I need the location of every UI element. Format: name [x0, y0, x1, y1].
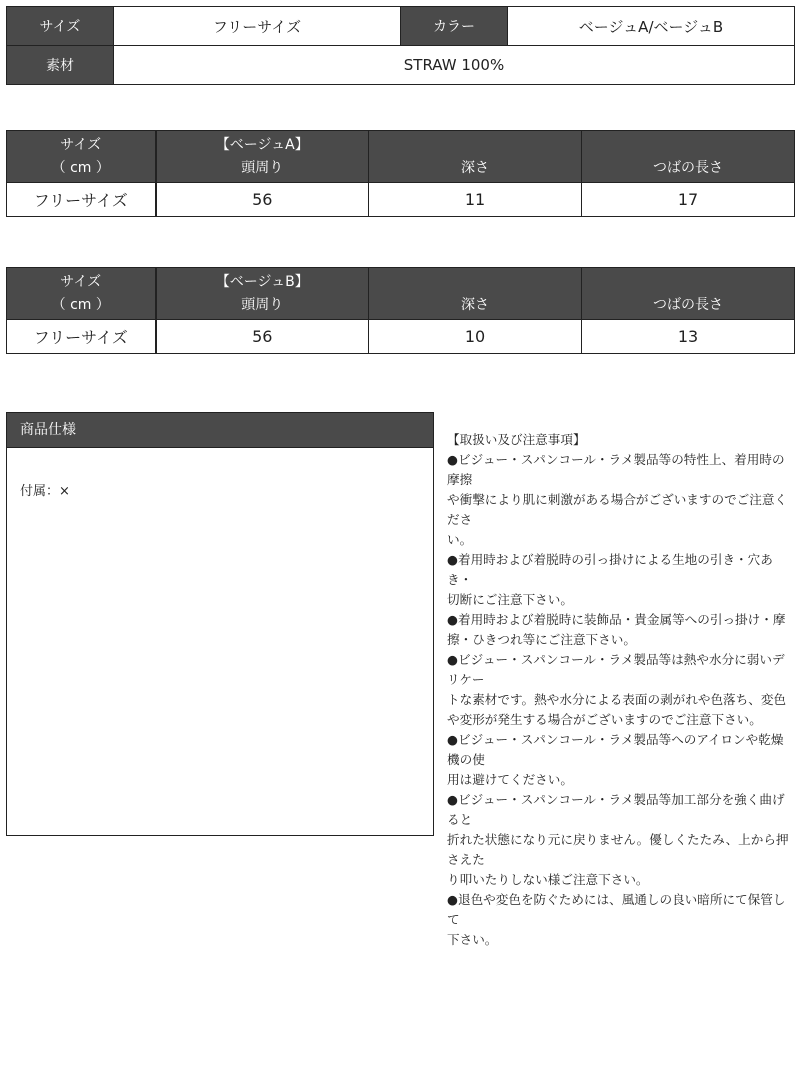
care-note-line: 切断にご注意下さい。 — [447, 592, 573, 607]
care-note-line: ●ビジュー・スパンコール・ラメ製品等加工部分を強く曲げると — [447, 792, 785, 827]
depth-header: 深さ — [369, 131, 582, 183]
size-cell: フリーサイズ — [7, 183, 156, 217]
size-header: サイズ （ cm ） — [7, 131, 156, 183]
care-note-line: 擦・ひきつれ等にご注意下さい。 — [447, 632, 636, 647]
head-circumference-header: 【ベージュB】 頭周り — [156, 268, 369, 320]
brim-length-cell: 13 — [582, 320, 795, 354]
care-note-line: 折れた状態になり元に戻りません。優しくたたみ、上から押さえた — [447, 832, 789, 867]
color-value: ベージュA/ベージュB — [508, 7, 795, 46]
care-notes — [447, 430, 795, 950]
brim-length-header: つばの長さ — [582, 131, 795, 183]
care-note-line: ●ビジュー・スパンコール・ラメ製品等の特性上、着用時の摩擦 — [447, 452, 785, 487]
table-row — [7, 183, 795, 217]
care-note-line: ●着用時および着脱時に装飾品・貴金属等への引っ掛け・摩 — [447, 612, 786, 627]
size-table-beige-b — [6, 267, 795, 354]
care-note-line: 用は避けてください。 — [447, 772, 573, 787]
size-header: サイズ （ cm ） — [7, 268, 156, 320]
spec-table — [6, 6, 795, 85]
product-spec-body: 付属：× — [20, 484, 70, 499]
material-value: STRAW 100% — [114, 46, 795, 85]
size-table-beige-a — [6, 130, 795, 217]
care-note-line: や衝撃により肌に刺激がある場合がございますのでご注意くださ — [447, 492, 788, 527]
depth-header: 深さ — [369, 268, 582, 320]
head-circumference-header: 【ベージュA】 頭周り — [156, 131, 369, 183]
brim-length-cell: 17 — [582, 183, 795, 217]
color-label: カラー — [401, 7, 508, 46]
size-cell: フリーサイズ — [7, 320, 156, 354]
material-label: 素材 — [7, 46, 114, 85]
depth-cell: 10 — [369, 320, 582, 354]
table-row — [7, 320, 795, 354]
head-circumference-cell: 56 — [156, 183, 369, 217]
care-note-line: ●ビジュー・スパンコール・ラメ製品等へのアイロンや乾燥機の使 — [447, 732, 784, 767]
care-note-line: ●退色や変色を防ぐためには、風通しの良い暗所にて保管して — [447, 892, 786, 927]
care-note-line: トな素材です。熱や水分による表面の剥がれや色落ち、変色 — [447, 692, 787, 707]
care-note-line: ●ビジュー・スパンコール・ラメ製品等は熱や水分に弱いデリケー — [447, 652, 785, 687]
size-value: フリーサイズ — [114, 7, 401, 46]
product-spec-title: 商品仕様 — [7, 413, 433, 448]
brim-length-header: つばの長さ — [582, 268, 795, 320]
care-note-line: り叩いたりしない様ご注意下さい。 — [447, 872, 649, 887]
product-spec-box — [6, 412, 434, 836]
care-note-line: 下さい。 — [447, 932, 498, 947]
head-circumference-cell: 56 — [156, 320, 369, 354]
size-label: サイズ — [7, 7, 114, 46]
care-notes-title: 【取扱い及び注意事項】 — [447, 432, 586, 447]
care-note-line: や変形が発生する場合がございますのでご注意下さい。 — [447, 712, 762, 727]
care-note-line: ●着用時および着脱時の引っ掛けによる生地の引き・穴あき・ — [447, 552, 773, 587]
depth-cell: 11 — [369, 183, 582, 217]
care-note-line: い。 — [447, 532, 473, 547]
